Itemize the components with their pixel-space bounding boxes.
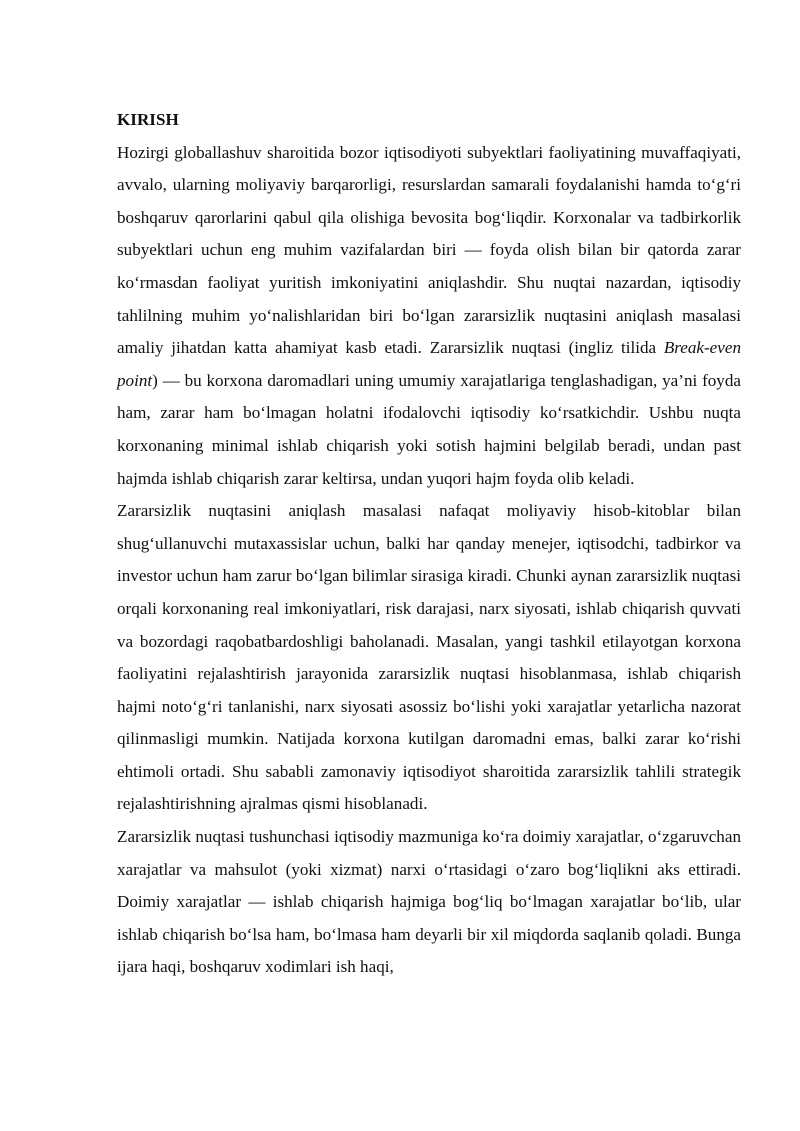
paragraph-concept: Zararsizlik nuqtasi tushunchasi iqtisodiy mazmuniga ko‘ra doimiy xarajatlar, o‘zgaruvchan xarajatlar va mahsulot (yoki xizmat) narxi o‘rtasidagi o‘zaro bog‘liqlikni aks ettiradi. Doimiy xarajatlar — ishlab chiqarish hajmiga bog‘liq bo‘lmagan xarajatlar bo‘lib, ular ishlab chiqarish bo‘lsa ham, bo‘lmasa ham deyarli bir xil miqdorda saqlanib qoladi. Bunga ijara haqi, boshqaruv xodimlari ish haqi, [117,827,741,977]
paragraph-importance: Zararsizlik nuqtasini aniqlash masalasi nafaqat moliyaviy hisob-kitoblar bilan shug‘ullanuvchi mutaxassislar uchun, balki har qanday menejer, iqtisodchi, tadbirkor va investor uchun ham zarur bo‘lgan bilimlar sirasiga kiradi. Chunki aynan zararsizlik nuqtasi orqali korxonaning real imkoniyatlari, risk darajasi, narx siyosati, ishlab chiqarish quvvati va bozordagi raqobatbardoshligi baholanadi. Masalan, yangi tashkil etilayotgan korxona faoliyatini rejalashtirish jarayonida zararsizlik nuqtasi hisoblanmasa, ishlab chiqarish hajmi noto‘g‘ri tanlanishi, narx siyosati asossiz bo‘lishi yoki xarajatlar yetarlicha nazorat qilinmasligi mumkin. Natijada korxona kutilgan daromadni emas, balki zarar ko‘rishi ehtimoli ortadi. Shu sababli zamonaviy iqtisodiyot sharoitida zararsizlik tahlili strategik rejalashtirishning ajralmas qismi hisoblanadi. [117,501,741,814]
paragraph-intro-text-start: Hozirgi globallashuv sharoitida bozor iqtisodiyoti subyektlari faoliyatining muvaffaqiyati, avvalo, ularning moliyaviy barqarorligi, resurslardan samarali foydalanishi hamda to‘g‘ri boshqaruv qarorlarini qabul qila olishiga bevosita bog‘liqdir. Korxonalar va tadbirkorlik subyektlari uchun eng muhim vazifalardan biri — foyda olish bilan bir qatorda zarar ko‘rmasdan faoliyat yuritish imkoniyatini aniqlashdir. Shu nuqtai nazardan, iqtisodiy tahlilning muhim yo‘nalishlaridan biri bo‘lgan zararsizlik nuqtasini aniqlash masalasi amaliy jihatdan katta ahamiyat kasb etadi. Zararsizlik nuqtasi (ingliz tilida [117,142,741,358]
document-body [117,104,741,984]
paragraph-intro-italic-term: Break-even point [117,338,741,390]
section-heading: KIRISH [117,110,179,129]
paragraph-intro [117,137,741,496]
paragraph-intro-text-end: ) — bu korxona daromadlari uning umumiy xarajatlariga tenglashadigan, ya’ni foyda ham, zarar ham bo‘lmagan holatni ifodalovchi iqtisodiy ko‘rsatkichdir. Ushbu nuqta korxonaning minimal ishlab chiqarish yoki sotish hajmini belgilab beradi, undan past hajmda ishlab chiqarish zarar keltirsa, undan yuqori hajm foyda olib keladi. [117,370,741,488]
